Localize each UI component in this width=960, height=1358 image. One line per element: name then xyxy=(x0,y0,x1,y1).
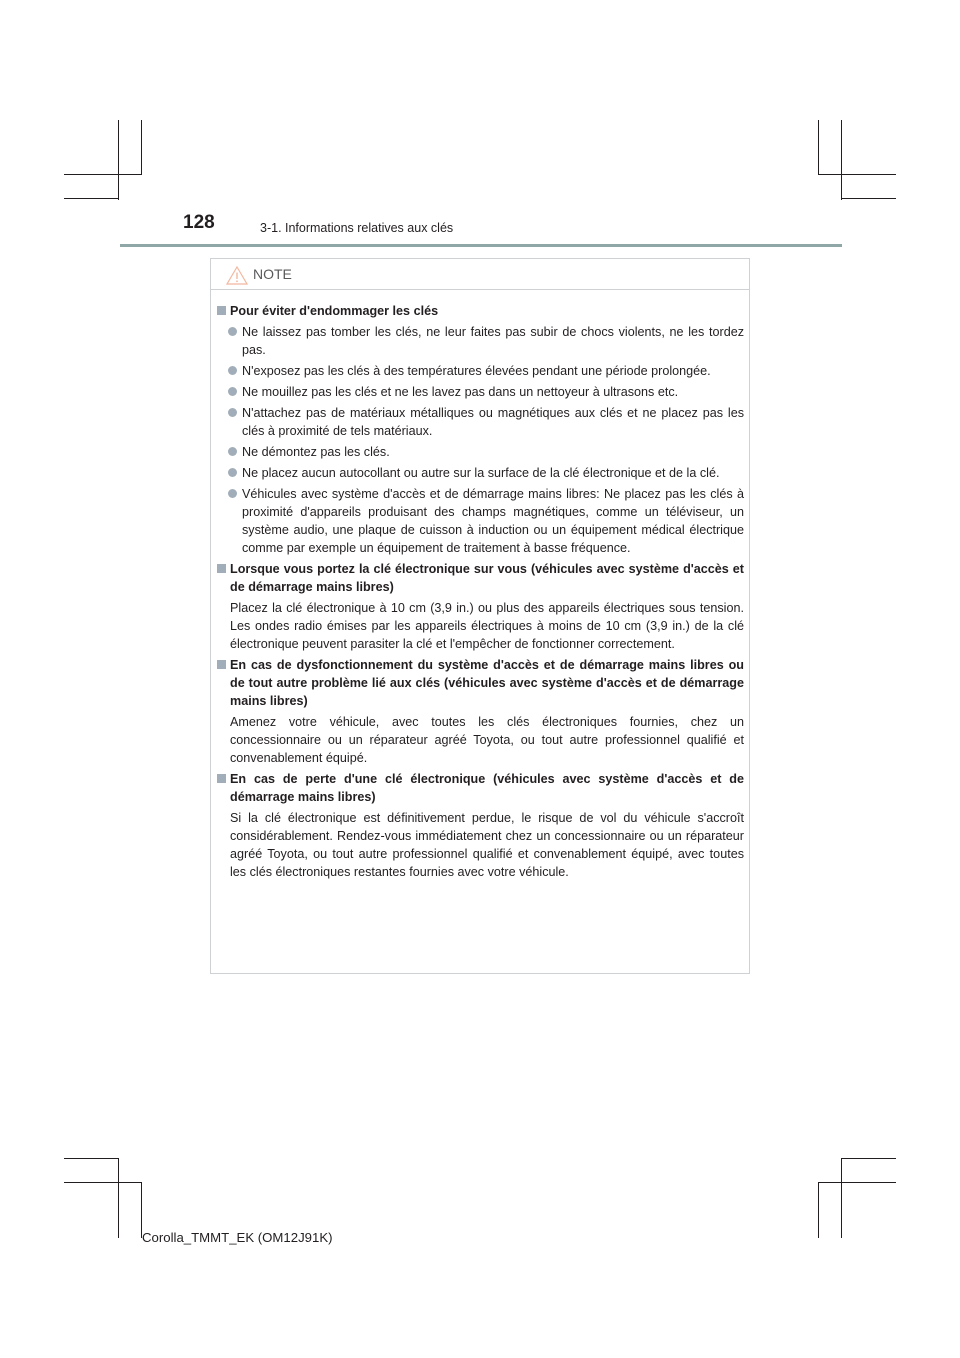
note-section xyxy=(217,656,744,767)
section-heading-text: Lorsque vous portez la clé électronique sur vous (véhicules avec système d'accès et de démarrage mains libres) xyxy=(230,562,744,594)
crop-mark xyxy=(118,120,119,200)
section-heading-text: Pour éviter d'endommager les clés xyxy=(230,304,439,318)
round-bullet-icon xyxy=(228,468,237,477)
note-box xyxy=(210,258,750,974)
square-bullet-icon xyxy=(217,564,226,573)
round-bullet-icon xyxy=(228,447,237,456)
page-number: 128 xyxy=(183,212,215,233)
crop-mark xyxy=(841,1158,896,1159)
note-section xyxy=(217,770,744,881)
section-heading xyxy=(217,560,744,596)
square-bullet-icon xyxy=(217,306,226,315)
section-body: Amenez votre véhicule, avec toutes les clés électroniques fournies, chez un concessionnaire ou un réparateur agréé Toyota, ou tout autre professionnel qualifié et convenablement équipé. xyxy=(230,715,744,765)
crop-mark xyxy=(64,174,142,175)
list-item-text: Ne placez aucun autocollant ou autre sur la surface de la clé électronique et de la clé. xyxy=(242,466,720,480)
round-bullet-icon xyxy=(228,366,237,375)
crop-mark xyxy=(841,1158,842,1238)
crop-mark xyxy=(118,1158,119,1238)
list-item-text: Véhicules avec système d'accès et de démarrage mains libres: Ne placez pas les clés à proximité d'appareils produisant des champs magnétiques, comme un téléviseur, un système audio, une plaque de cuisson à induction ou un équipement médical électrique comme par exemple un équipement de traitement à basse fréquence. xyxy=(242,487,744,555)
crop-mark xyxy=(818,120,819,174)
list-item-text: N'attachez pas de matériaux métalliques ou magnétiques aux clés et ne placez pas les clés à proximité de tels matériaux. xyxy=(242,406,744,438)
list-item xyxy=(217,323,744,359)
header-rule xyxy=(120,244,842,247)
section-body: Si la clé électronique est définitivement perdue, le risque de vol du véhicule s'accroît considérablement. Rendez-vous immédiatement chez un concessionnaire ou un réparateur agréé Toyota, ou tout autre professionnel qualifié et convenablement équipé, avec toutes les clés électroniques restantes fournies avec votre véhicule. xyxy=(230,811,744,879)
list-item xyxy=(217,464,744,482)
note-section xyxy=(217,302,744,557)
list-item-text: N'exposez pas les clés à des températures élevées pendant une période prolongée. xyxy=(242,364,711,378)
round-bullet-icon xyxy=(228,327,237,336)
crop-mark xyxy=(841,198,896,199)
crop-mark xyxy=(64,1182,142,1183)
section-heading xyxy=(217,302,744,320)
list-item xyxy=(217,362,744,380)
round-bullet-icon xyxy=(228,387,237,396)
list-item xyxy=(217,485,744,557)
crop-mark xyxy=(818,1182,896,1183)
section-body: Placez la clé électronique à 10 cm (3,9 in.) ou plus des appareils électriques sous tension. Les ondes radio émises par les appareils électriques à moins de 10 cm (3,9 in.) de la clé électronique peuvent parasiter la clé et l'empêcher de fonctionner correctement. xyxy=(230,601,744,651)
round-bullet-icon xyxy=(228,408,237,417)
section-heading-text: En cas de perte d'une clé électronique (véhicules avec système d'accès et de démarrage mains libres) xyxy=(230,772,744,804)
crop-mark xyxy=(818,1182,819,1238)
section-title: 3-1. Informations relatives aux clés xyxy=(260,221,454,235)
note-header xyxy=(211,259,749,290)
section-heading-text: En cas de dysfonctionnement du système d'accès et de démarrage mains libres ou de tout autre problème lié aux clés (véhicules avec système d'accès et de démarrage mains libres) xyxy=(230,658,744,708)
list-item-text: Ne démontez pas les clés. xyxy=(242,445,390,459)
crop-mark xyxy=(818,174,896,175)
list-item-text: Ne mouillez pas les clés et ne les lavez pas dans un nettoyeur à ultrasons etc. xyxy=(242,385,679,399)
note-section xyxy=(217,560,744,653)
square-bullet-icon xyxy=(217,660,226,669)
warning-triangle-icon xyxy=(226,266,248,285)
round-bullet-icon xyxy=(228,489,237,498)
crop-mark xyxy=(141,120,142,174)
crop-mark xyxy=(841,120,842,200)
list-item-text: Ne laissez pas tomber les clés, ne leur faites pas subir de chocs violents, ne les tordez pas. xyxy=(242,325,744,357)
list-item xyxy=(217,443,744,461)
section-heading xyxy=(217,770,744,806)
square-bullet-icon xyxy=(217,774,226,783)
list-item xyxy=(217,404,744,440)
crop-mark xyxy=(64,1158,119,1159)
note-title: NOTE xyxy=(253,266,292,282)
note-content xyxy=(217,302,744,884)
section-heading xyxy=(217,656,744,710)
list-item xyxy=(217,383,744,401)
crop-mark xyxy=(64,198,119,199)
document-id: Corolla_TMMT_EK (OM12J91K) xyxy=(142,1230,333,1245)
